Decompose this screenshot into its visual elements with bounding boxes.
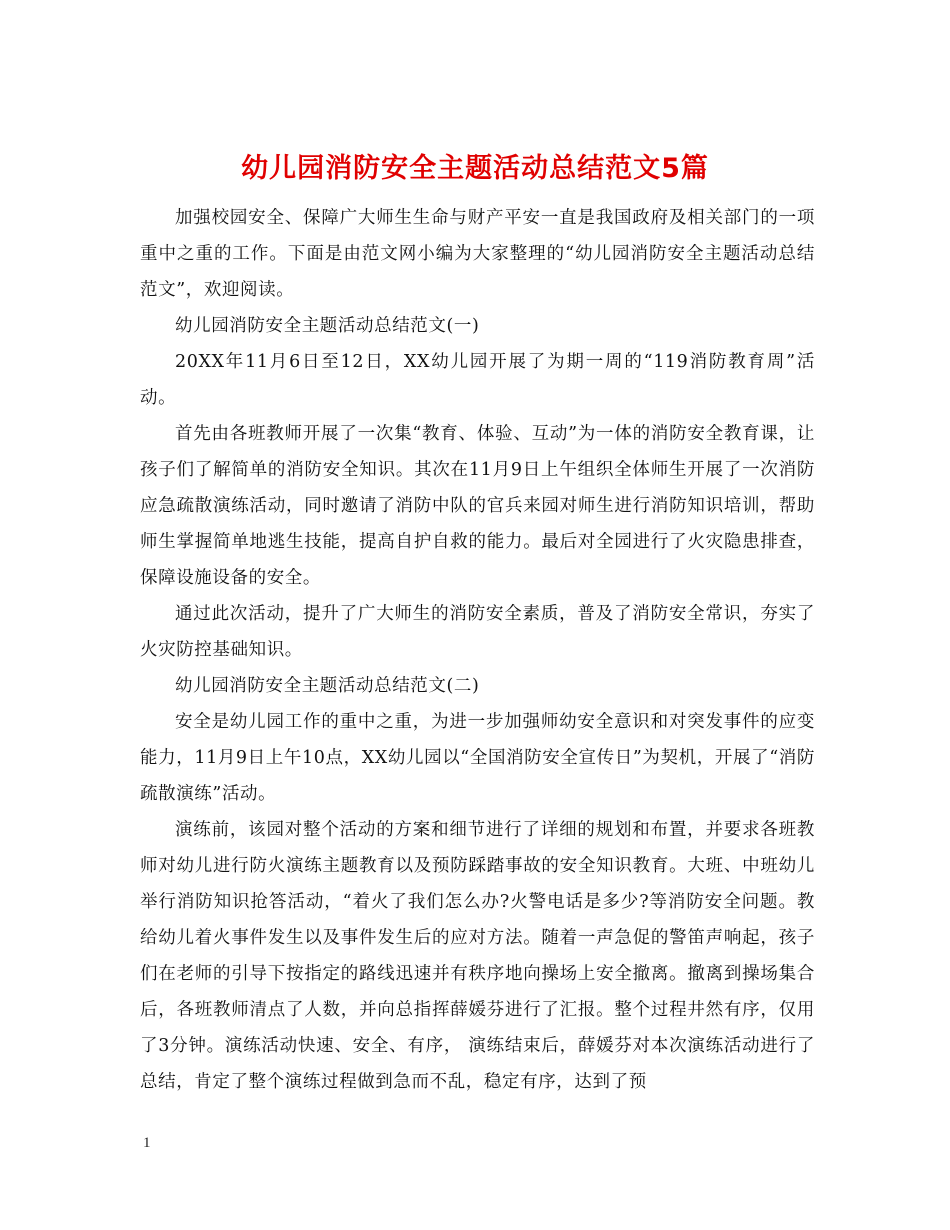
- paragraph: 通过此次活动，提升了广大师生的消防安全素质，普及了消防安全常识，夯实了火灾防控基础知识。: [140, 604, 815, 660]
- paragraph: 演练前，该园对整个活动的方案和细节进行了详细的规划和布置，并要求各班教师对幼儿进行防火演练主题教育以及预防踩踏事故的安全知识教育。大班、中班幼儿举行消防知识抢答活动，“着火了我们怎么办?火警电话是多少?等消防安全问题。教给幼儿着火事件发生以及事件发生后的应对方法。随着一声急促的警笛声响起，孩子们在老师的引导下按指定的路线迅速并有秩序地向操场上安全撤离。撤离到操场集合后，各班教师清点了人数，并向总指挥薛媛芬进行了汇报。整个过程井然有序，仅用了3分钟。演练活动快速、安全、有序， 演练结束后，薛媛芬对本次演练活动进行了总结，肯定了整个演练过程做到急而不乱，稳定有序，达到了预: [140, 820, 815, 1092]
- section-heading-2: 幼儿园消防安全主题活动总结范文(二): [175, 676, 480, 696]
- paragraph-intro: 加强校园安全、保障广大师生生命与财产平安一直是我国政府及相关部门的一项重中之重的工作。下面是由范文网小编为大家整理的“幼儿园消防安全主题活动总结范文”，欢迎阅读。: [140, 208, 815, 300]
- page-number: 1: [143, 1135, 151, 1151]
- paragraph: 首先由各班教师开展了一次集“教育、体验、互动”为一体的消防安全教育课，让孩子们了解简单的消防安全知识。其次在11月9日上午组织全体师生开展了一次消防应急疏散演练活动，同时邀请了消防中队的官兵来园对师生进行消防知识培训，帮助师生掌握简单地逃生技能，提高自护自救的能力。最后对全园进行了火灾隐患排查，保障设施设备的安全。: [140, 424, 815, 588]
- paragraph: 安全是幼儿园工作的重中之重，为进一步加强师幼安全意识和对突发事件的应变能力，11月9日上午10点，XX幼儿园以“全国消防安全宣传日”为契机，开展了“消防疏散演练”活动。: [140, 712, 815, 804]
- section-heading-1: 幼儿园消防安全主题活动总结范文(一): [175, 316, 480, 336]
- document-body: [140, 200, 815, 1100]
- paragraph: 20XX年11月6日至12日，XX幼儿园开展了为期一周的“119消防教育周”活动。: [140, 352, 815, 408]
- document-title: 幼儿园消防安全主题活动总结范文5篇: [241, 153, 709, 185]
